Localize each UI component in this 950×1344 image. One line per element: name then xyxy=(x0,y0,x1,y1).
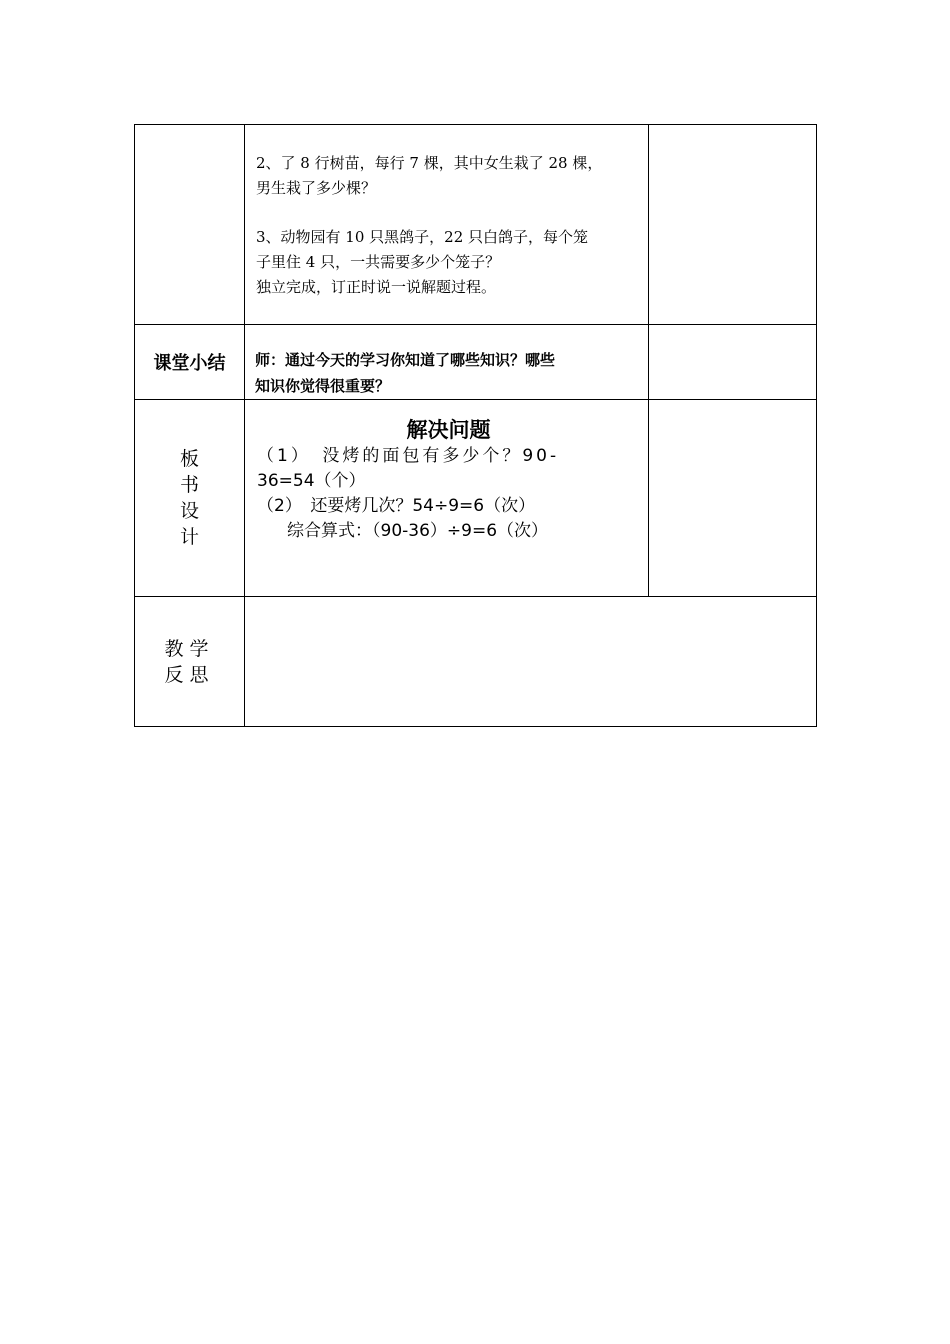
board-line-1: （1） 没烤的面包有多少个？90- xyxy=(257,446,560,466)
exercise-item-2-line-2: 男生栽了多少棵？ xyxy=(256,179,377,197)
summary-label: 课堂小结 xyxy=(135,325,245,400)
board-label-char-3: 设 xyxy=(179,500,199,522)
summary-content-cell xyxy=(245,325,649,400)
exercise-row xyxy=(135,125,817,325)
exercise-instruction: 独立完成，订正时说一说解题过程。 xyxy=(256,278,497,296)
summary-row xyxy=(135,325,817,400)
lesson-plan-table xyxy=(134,124,817,727)
board-label-char-4: 计 xyxy=(179,526,199,548)
exercise-item-3-line-2: 子里住 4 只，一共需要多少个笼子？ xyxy=(256,253,501,271)
exercise-item-2-line-1: 2、了 8 行树苗，每行 7 棵，其中女生栽了 28 棵， xyxy=(256,154,603,172)
board-design-content-cell xyxy=(245,400,649,597)
board-label-char-1: 板 xyxy=(179,448,199,470)
reflection-label-line-2: 反思 xyxy=(164,663,215,686)
board-title: 解决问题 xyxy=(406,418,491,442)
reflection-row xyxy=(135,597,817,727)
reflection-label xyxy=(135,597,245,727)
board-line-2: 36=54（个） xyxy=(257,471,366,491)
board-line-3: （2） 还要烤几次？54÷9=6（次） xyxy=(257,496,536,516)
exercise-notes-cell xyxy=(649,125,817,325)
reflection-label-line-1: 教学 xyxy=(164,637,215,660)
board-label-char-2: 书 xyxy=(179,474,199,496)
summary-line-1: 师：通过今天的学习你知道了哪些知识？哪些 xyxy=(255,351,556,369)
exercise-content-cell xyxy=(245,125,649,325)
board-design-notes-cell xyxy=(649,400,817,597)
exercise-item-3-line-1: 3、动物园有 10 只黑鸽子，22 只白鸽子，每个笼 xyxy=(256,228,589,246)
board-design-label xyxy=(135,400,245,597)
summary-line-2: 知识你觉得很重要？ xyxy=(255,377,391,395)
exercise-label-cell xyxy=(135,125,245,325)
reflection-content-cell xyxy=(245,597,817,727)
board-line-4: 综合算式：（90-36）÷9=6（次） xyxy=(287,521,549,541)
summary-notes-cell xyxy=(649,325,817,400)
board-design-row xyxy=(135,400,817,597)
